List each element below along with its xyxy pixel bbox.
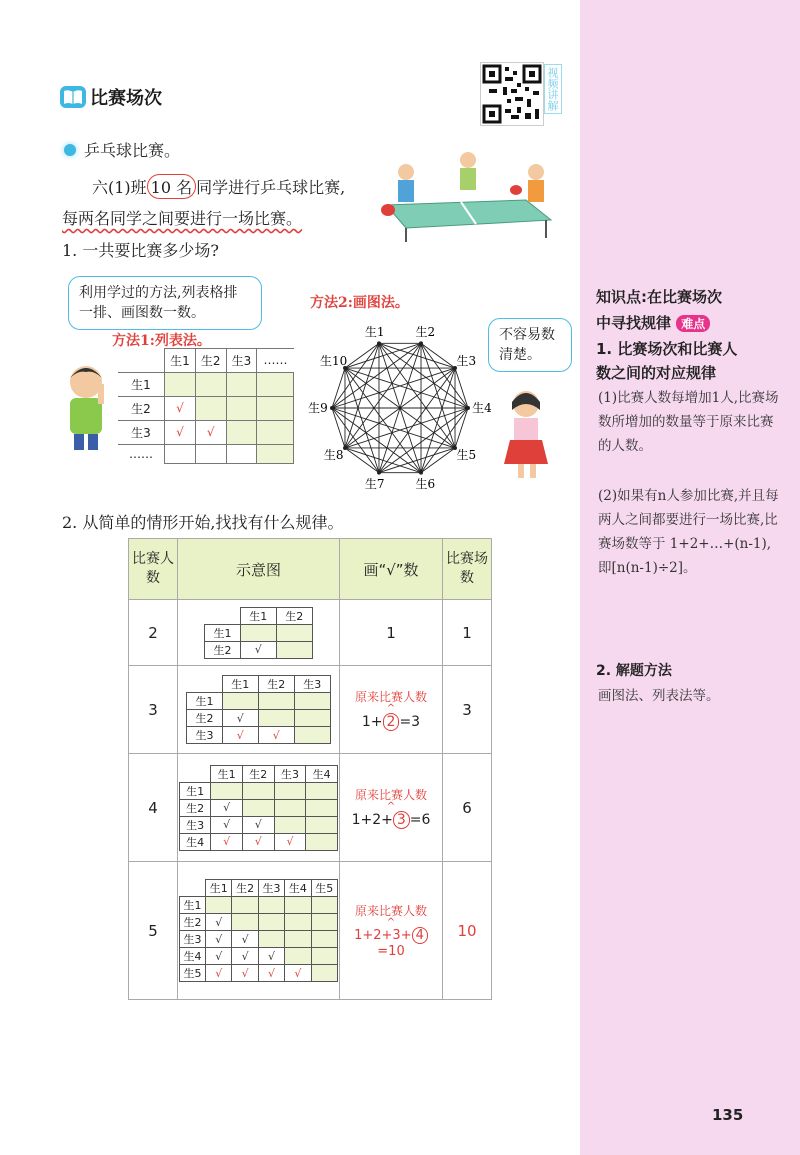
node-point bbox=[377, 471, 381, 475]
row-games: 3 bbox=[443, 666, 492, 754]
node-label: 生8 bbox=[323, 448, 344, 463]
connection-line bbox=[332, 408, 455, 448]
method-1-table: 生1 生2 生3 …… 生1 生2 √ 生3 √ √ …… bbox=[118, 348, 294, 464]
connection-line bbox=[345, 448, 379, 473]
connection-line bbox=[455, 368, 468, 408]
row-games: 1 bbox=[443, 600, 492, 666]
kp-sub2: 2. 解题方法 bbox=[596, 663, 672, 679]
node-label: 生10 bbox=[320, 353, 348, 368]
ping-pong-illustration bbox=[376, 150, 556, 245]
decagon-diagram bbox=[300, 318, 500, 496]
connection-line bbox=[345, 343, 421, 368]
node-point bbox=[330, 406, 334, 410]
connection-line bbox=[345, 368, 421, 473]
connection-line bbox=[345, 368, 379, 473]
row-players: 2 bbox=[129, 600, 178, 666]
page-title: 比赛场次 bbox=[90, 88, 162, 109]
node-point bbox=[377, 341, 381, 345]
node-label: 生2 bbox=[415, 324, 436, 339]
connection-line bbox=[332, 408, 379, 473]
difficulty-badge: 难点 bbox=[676, 315, 710, 332]
node-label: 生4 bbox=[472, 401, 492, 415]
row-games: 6 bbox=[443, 754, 492, 862]
node-label: 生1 bbox=[364, 324, 385, 339]
method-2-label: 方法2:画图法。 bbox=[310, 295, 409, 311]
connection-line bbox=[421, 343, 455, 368]
connection-line bbox=[345, 448, 421, 473]
connection-line bbox=[345, 368, 468, 408]
node-point bbox=[466, 406, 470, 410]
video-explain-label[interactable]: 视频讲解 bbox=[544, 64, 562, 114]
header-diagram: 示意图 bbox=[178, 539, 340, 600]
row-count: 原来比赛人数 ^ 1+2+3+ 4=10 bbox=[340, 862, 443, 1000]
header-checkmarks: 画“√”数 bbox=[340, 539, 443, 600]
node-point bbox=[419, 341, 423, 345]
connection-line bbox=[345, 408, 468, 448]
mini-table-5: 生1 生2 生3 生4 生5 生1 生2 √ 生3 √ √ 生4 √ √ √ 生5 √ √ √ √ bbox=[179, 879, 338, 982]
node-label: 生9 bbox=[308, 401, 328, 415]
girl-illustration bbox=[496, 388, 560, 480]
circled-count: 10 名 bbox=[147, 174, 196, 199]
pattern-table bbox=[128, 538, 492, 1000]
row-count: 1 bbox=[340, 600, 443, 666]
kp-rule-2: (2)如果有n人参加比赛,并且每两人之间都要进行一场比赛,比赛场数等于 1+2+…+(n-1),即[n(n-1)÷2]。 bbox=[598, 488, 779, 576]
section-bullet-icon bbox=[64, 144, 76, 156]
connection-line bbox=[332, 408, 345, 448]
mini-table-3: 生1 生2 生3 生1 生2 √ 生3 √ √ bbox=[186, 675, 331, 744]
hint-bubble-right: 不容易数清楚。 bbox=[488, 318, 572, 372]
row-count: 原来比赛人数 ^ 1+ 2 =3 bbox=[340, 666, 443, 754]
connection-line bbox=[345, 343, 379, 368]
connection-line bbox=[455, 408, 468, 448]
kp-method: 画图法、列表法等。 bbox=[598, 688, 720, 704]
node-point bbox=[343, 446, 347, 450]
node-label: 生7 bbox=[364, 477, 385, 492]
header-games: 比赛场数 bbox=[443, 539, 492, 600]
kp-sub1-line2: 数之间的对应规律 bbox=[596, 364, 717, 382]
kp-sub1-line1: 1. 比赛场次和比赛人 bbox=[596, 340, 738, 358]
problem-line-2: 每两名同学之间要进行一场比赛。 bbox=[62, 209, 303, 228]
kp-heading-1: 知识点:在比赛场次 bbox=[596, 288, 722, 306]
kp-rule-1: (1)比赛人数每增加1人,比赛场数所增加的数量等于原来比赛的人数。 bbox=[598, 390, 779, 454]
node-label: 生6 bbox=[415, 477, 436, 492]
kp-heading-2: 中寻找规律 难点 bbox=[596, 312, 710, 333]
question-1: 1. 一共要比赛多少场? bbox=[62, 241, 219, 260]
header-players: 比赛人数 bbox=[129, 539, 178, 600]
node-label: 生3 bbox=[456, 353, 477, 368]
row-players: 3 bbox=[129, 666, 178, 754]
hint-bubble-left: 利用学过的方法,列表格排一排、画图数一数。 bbox=[68, 276, 262, 330]
page-number: 135 bbox=[712, 1106, 744, 1124]
connection-line bbox=[332, 368, 455, 408]
connection-line bbox=[379, 448, 455, 473]
method-1-label: 方法1:列表法。 bbox=[112, 333, 211, 349]
problem-line-1: 六(1)班 10 名 同学进行乒乓球比赛, bbox=[92, 174, 345, 199]
row-count: 原来比赛人数 ^ 1+2+ 3 =6 bbox=[340, 754, 443, 862]
node-label: 生5 bbox=[456, 448, 477, 463]
mini-table-4: 生1 生2 生3 生4 生1 生2 √ 生3 √ √ 生4 √ √ √ bbox=[179, 765, 338, 851]
row-players: 5 bbox=[129, 862, 178, 1000]
qr-code-icon[interactable] bbox=[480, 62, 544, 126]
connection-line bbox=[421, 448, 455, 473]
boy-illustration bbox=[58, 362, 120, 452]
mini-table-2: 生1 生2 生1 生2 √ bbox=[204, 607, 313, 659]
book-icon bbox=[60, 86, 86, 108]
row-players: 4 bbox=[129, 754, 178, 862]
question-2: 2. 从简单的情形开始,找找有什么规律。 bbox=[62, 513, 344, 532]
node-point bbox=[419, 471, 423, 475]
row-games: 10 bbox=[443, 862, 492, 1000]
section-title: 乒乓球比赛。 bbox=[84, 141, 181, 160]
connection-line bbox=[332, 368, 345, 408]
